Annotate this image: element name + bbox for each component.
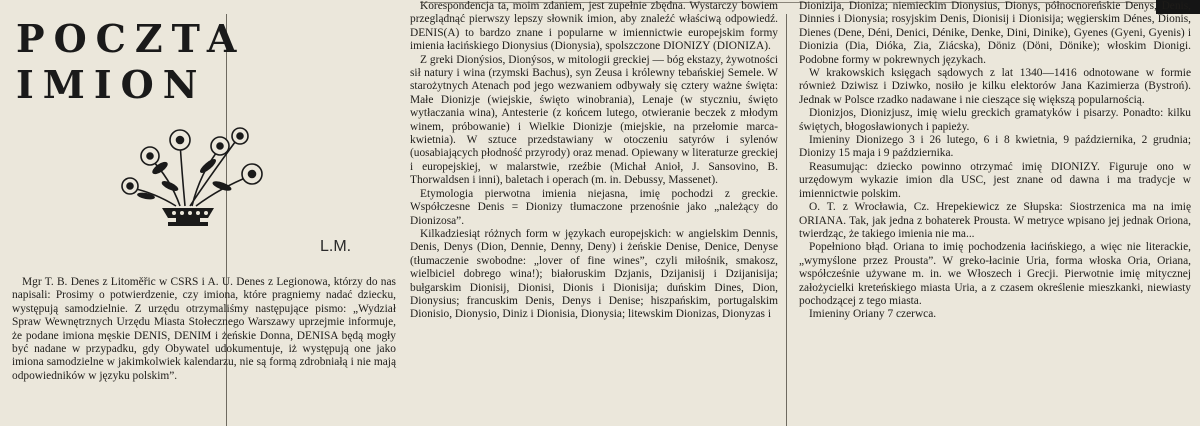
- article-body-middle: [404, 0, 784, 322]
- paragraph: Z greki Dionýsios, Dionýsos, w mitologii greckiej — bóg ekstazy, żywotności sił natury i wina (rzymski Bachus), syn Zeusa i królewny tebańskiej Semele. W starożytnych Atenach pod jego wezwaniem odbywały się cztery ważne święta: Małe Dionizje (wiejskie, święto winobrania), Lenaje (w styczniu, święto wytłaczania wina), Antesterie (z końcem lutego, otwieranie beczek z młodym winem, próbowanie) i Wielkie Dionizje (miejskie, na przełomie marca-kwietnia). W sztuce przedstawiany w otoczeniu satyrów i sylenów (uosabiających płodność przyrody) oraz menad. Opiewany w literaturze greckiej i europejskiej, w malarstwie, rzeźbie (Michał Anioł, J. Sansovino, B. Thorwaldsen i inni), baletach i operach (m. in. Debussy, Massenet).: [410, 53, 778, 187]
- column-divider-2: [786, 14, 787, 426]
- author-signature: L.M.: [320, 238, 352, 255]
- paragraph: W krakowskich księgach sądowych z lat 1340—1416 odnotowane w formie również Dziwisz i Dziwko, nosiło je kilku elektorów Jana Kazimierza (Bystroń). Jednak w Polsce rzadko nadawane i nie cieszące się większą popularnością.: [799, 67, 1191, 106]
- paragraph: Etymologia pierwotna imienia niejasna, imię pochodzi z greckie. Współczesne Denis = Dionizy tłumaczone przenośnie jako „należący do Dionizosa”.: [410, 187, 778, 227]
- paragraph: Popełniono błąd. Oriana to imię pochodzenia łacińskiego, a więc nie literackie, „wymyślone przez Prousta”. W greko-łacinie Uria, forma włoska Oria, Oriana, współcześnie używane m. in. we Włoszech i Grecji. Pierwotnie imię mitycznej założycielki kreteńskiego miasta Uria, a z czasem określenie mieszkanki, niewiasty pochodzącej z tego miasta.: [799, 241, 1191, 307]
- article-body-right: [795, 0, 1195, 322]
- heading-line-1: POCZTA: [16, 16, 246, 61]
- paragraph: Reasumując: dziecko powinno otrzymać imię DIONIZY. Figuruje ono w urzędowym wykazie imion dla USC, jest znane od dawna i ma tradycje w imiennictwie polskim.: [799, 160, 1191, 200]
- column-middle: [404, 0, 784, 426]
- reader-letter-paragraph: Mgr T. B. Denes z Litoměřic w CSRS i A. U. Denes z Legionowa, którzy do nas napisali: Prosimy o potwierdzenie, czy imiona, które pragniemy nadać dziecku, występują samodzielnie. Z urzędu otrzymaliśmy następujące pismo: „Wydział Spraw Wewnętrznych Urzędu Miasta Stołecznego Warszawy uprzejmie informuje, że podane imiona męskie DENIS, DENIM i żeńskie Donna, DENISA będą mogły być nadane w przypadku, gdy Obywatel udokumentuje, iż występują one jako imiona samodzielne w jakimkolwiek kalendarzu, nie są formą zdrobniałą i nie mają odpowiedników w języku polskim”.: [12, 276, 396, 382]
- column-right: [795, 0, 1195, 426]
- paragraph: O. T. z Wrocławia, Cz. Hrepekiewicz ze Słupska: Siostrzenica ma na imię ORIANA. Tak, jak jedna z bohaterek Prousta. W metryce wpisano jej jednak Oriona, twierdząc, że takiego imienia nie ma...: [799, 201, 1191, 240]
- paragraph: Korespondencja ta, moim zdaniem, jest zupełnie zbędna. Wystarczy bowiem przeglądnąć pierwszy lepszy słownik imion, aby znaleźć właściwą odpowiedź. DENIS(A) to bardzo znane i popularne w imiennictwie europejskim formy imienia łacińskiego Dionysius (Dionysia), spolszczone DIONIZY (DIONIZA).: [410, 0, 778, 53]
- heading-line-2: IMION: [16, 62, 207, 107]
- flower-vase-ornament: [110, 118, 290, 228]
- paragraph: Dionizija, Dioniza; niemieckim Dionysius, Dionys, północnoreńskie Denys, Denis, Dinnies i Dionysia; rosyjskim Denis, Dionisij i Dionisija; węgierskim Dénes, Dionis, Dienes (Dene, Déni, Denici, Dénike, Denke, Dini, Dinike), Gyenes (Gyeni, Gyenis) i Dionizia (Dia, Dióka, Zia, Ziácska), Döniz (Döni, Dönike); włoskim Dionigi. Podobne formy w pokrewnych językach.: [799, 0, 1191, 66]
- column-heading: [16, 16, 245, 108]
- paragraph: Imieniny Dionizego 3 i 26 lutego, 6 i 8 kwietnia, 9 października, 2 grudnia; Dionizy 15 maja i 9 października.: [799, 134, 1191, 160]
- paragraph: Kilkadziesiąt różnych form w językach europejskich: w angielskim Dennis, Denis, Denys (Dion, Dennie, Denny, Deny) i żeńskie Denise, Denice, Denyse (tłumaczenie swobodne: „lover of fine wines”, czyli miłośnik, smakosz, wielbiciel dobrego wina!); białoruskim Dzjanis, Dzijanisij i Dzijanisija; bułgarskim Dionisij, Dionisi, Dionis i Dionisija; duńskim Dines, Dion, Dionysius; francuskim Denis, Denys i Denise; hiszpańskim, portugalskim Dionisio, Dionysio, Diniz i Dionisia, Dionysia; litewskim Dionizas, Dionyzas i: [410, 227, 778, 321]
- paragraph: Dionizjos, Dionizjusz, imię wielu greckich gramatyków i pisarzy. Ponadto: kilku świętych, błogosławionych i papieży.: [799, 107, 1191, 133]
- reader-letter: [12, 276, 396, 383]
- paragraph: Imieniny Oriany 7 czerwca.: [809, 308, 937, 321]
